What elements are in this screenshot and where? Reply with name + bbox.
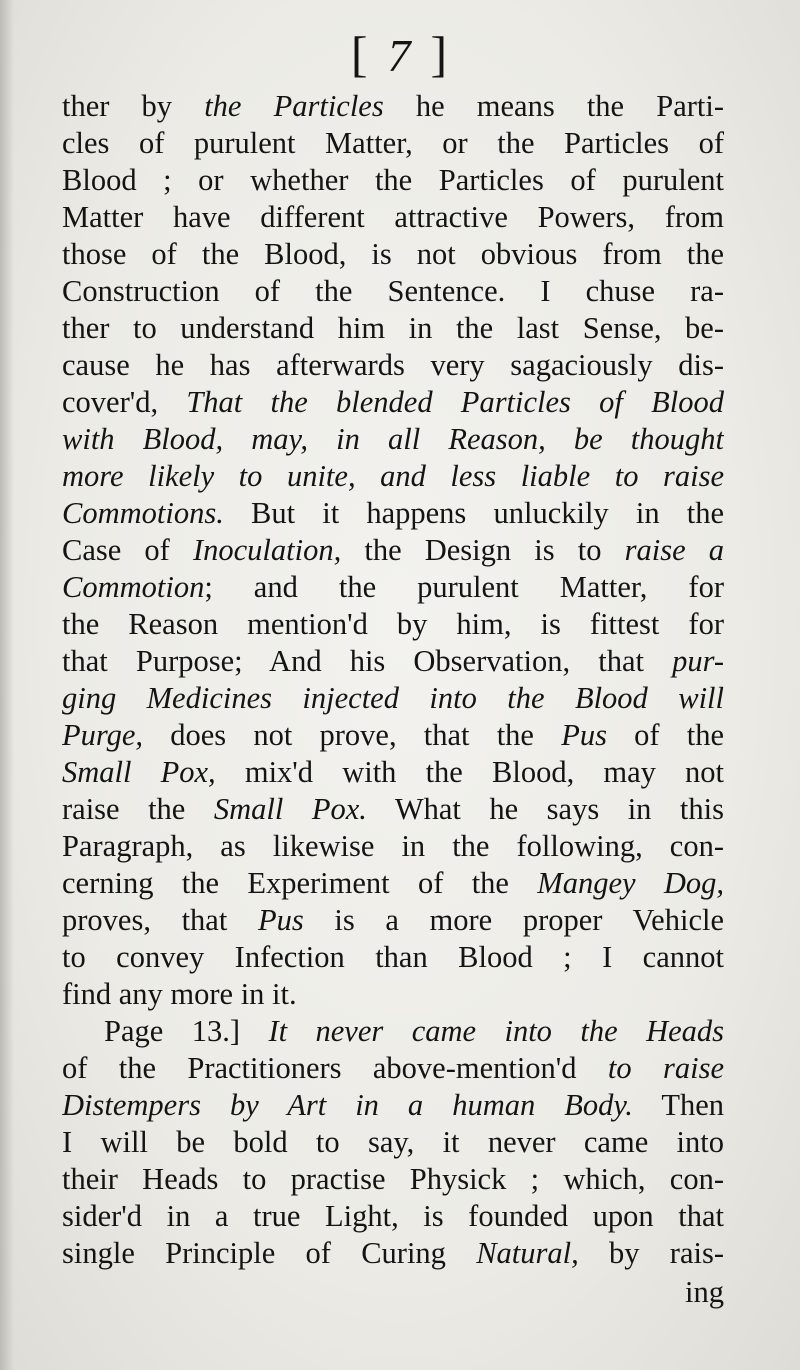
italic-text: Small Pox, <box>62 755 216 789</box>
text-line <box>62 791 724 828</box>
text-line <box>62 569 724 606</box>
text-run: by rais- <box>578 1236 724 1270</box>
text-run: proves, that <box>62 903 258 937</box>
italic-text: to raise <box>607 1051 724 1085</box>
text-line <box>62 1124 724 1161</box>
italic-text: Inoculation, <box>192 533 342 567</box>
italic-text: Small Pox. <box>213 792 367 826</box>
italic-text: That the blended Particles of Blood <box>186 385 724 419</box>
text-line <box>62 125 724 162</box>
text-line <box>62 236 724 273</box>
text-line <box>62 495 724 532</box>
text-run: But it happens unluckily in the <box>223 496 724 530</box>
page-header <box>0 28 800 82</box>
text-line <box>62 939 724 976</box>
italic-text: Commotions. <box>62 496 224 530</box>
text-run: of the <box>606 718 724 752</box>
italic-text: ging Medicines injected into the Blood will <box>62 681 724 715</box>
text-run: Paragraph, as likewise in the following, con- <box>62 829 724 863</box>
text-line <box>62 310 724 347</box>
text-line <box>62 1198 724 1235</box>
text-run: is a more proper Vehicle <box>303 903 724 937</box>
text-run: those of the Blood, is not obvious from the <box>62 237 724 271</box>
text-run: their Heads to practise Physick ; which, con- <box>62 1162 724 1196</box>
text-line <box>62 976 724 1013</box>
text-run: does not prove, that the <box>143 718 562 752</box>
italic-text: Pus <box>257 903 304 937</box>
text-line <box>62 199 724 236</box>
text-run: that Purpose; And his Observation, that <box>62 644 673 678</box>
page-number: 7 <box>387 30 413 81</box>
text-line <box>62 88 724 125</box>
italic-text: Pus <box>561 718 607 752</box>
italic-text: Purge, <box>62 718 144 752</box>
text-line <box>62 1050 724 1087</box>
text-run: Blood ; or whether the Particles of purulent <box>62 163 724 197</box>
text-run: Page 13.] <box>104 1014 269 1048</box>
text-line <box>62 1013 724 1050</box>
text-run: Matter have different attractive Powers, from <box>62 200 724 234</box>
text-run: cause he has afterwards very sagaciously dis- <box>62 348 724 382</box>
text-line <box>62 421 724 458</box>
text-line <box>62 643 724 680</box>
text-run: of the Practitioners above-mention'd <box>62 1051 608 1085</box>
text-run: cles of purulent Matter, or the Particles of <box>62 126 724 160</box>
italic-text: the Particles <box>204 89 384 123</box>
text-run: ; and the purulent Matter, for <box>204 570 724 604</box>
text-run: mix'd with the Blood, may not <box>215 755 724 789</box>
text-line <box>62 754 724 791</box>
italic-text: It never came into the Heads <box>268 1014 724 1048</box>
text-run: cover'd, <box>62 385 187 419</box>
italic-text: Distempers by Art in a human Body. <box>62 1088 633 1122</box>
text-line <box>62 865 724 902</box>
text-line <box>62 606 724 643</box>
italic-text: Natural, <box>476 1236 579 1270</box>
italic-text: Mangey Dog, <box>537 866 724 900</box>
text-run: find any more in it. <box>62 977 297 1011</box>
text-line <box>62 902 724 939</box>
text-line <box>62 347 724 384</box>
body-text <box>62 88 724 1311</box>
text-run: Case of <box>62 533 193 567</box>
right-bracket: ] <box>430 26 450 82</box>
text-line <box>62 1161 724 1198</box>
text-line <box>62 1087 724 1124</box>
text-run: to convey Infection than Blood ; I cannot <box>62 940 724 974</box>
text-line <box>62 828 724 865</box>
italic-text: with Blood, may, in all Reason, be thought <box>62 422 724 456</box>
text-run: What he says in this <box>366 792 724 826</box>
text-run: I will be bold to say, it never came into <box>62 1125 724 1159</box>
text-run: sider'd in a true Light, is founded upon that <box>62 1199 724 1233</box>
text-line <box>62 273 724 310</box>
text-line <box>62 1235 724 1272</box>
italic-text: Commotion <box>62 570 205 604</box>
text-run: cerning the Experiment of the <box>62 866 538 900</box>
left-bracket: [ <box>350 26 370 82</box>
text-run: ther to understand him in the last Sense, be- <box>62 311 724 345</box>
text-run: single Principle of Curing <box>62 1236 477 1270</box>
text-line <box>62 162 724 199</box>
text-run: raise the <box>62 792 214 826</box>
text-line <box>62 717 724 754</box>
text-run: the Reason mention'd by him, is fittest for <box>62 607 724 641</box>
italic-text: more likely to unite, and less liable to raise <box>62 459 724 493</box>
text-run: ther by <box>62 89 205 123</box>
text-run: the Design is to <box>341 533 625 567</box>
text-run: Then <box>632 1088 724 1122</box>
catchword: ing <box>685 1275 724 1309</box>
text-line <box>62 458 724 495</box>
text-run: he means the Parti- <box>383 89 724 123</box>
text-line <box>62 680 724 717</box>
text-run: Construction of the Sentence. I chuse ra- <box>62 274 724 308</box>
text-line <box>62 384 724 421</box>
text-line <box>62 532 724 569</box>
italic-text: pur- <box>672 644 724 678</box>
italic-text: raise a <box>624 533 724 567</box>
